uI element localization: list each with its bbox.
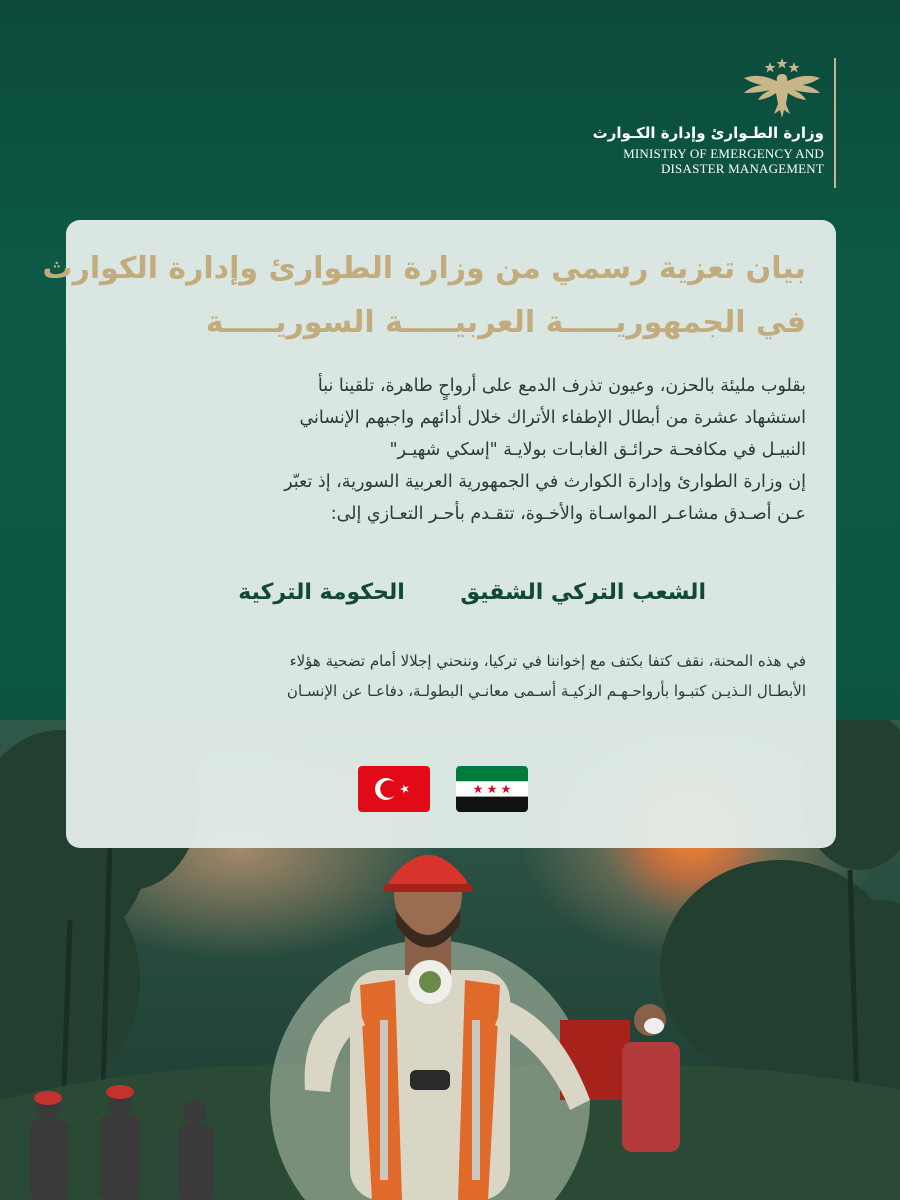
statement-title xyxy=(42,242,806,350)
statement-card xyxy=(42,220,836,848)
closing-paragraph xyxy=(94,646,806,706)
closing-line-1: في هذه المحنة، نقف كتفا بكتف مع إخواننا في تركيا، وننحني إجلالا أمام تضحية هؤلاء xyxy=(289,652,806,670)
closing-line-2: الأبطـال الـذيـن كتبـوا بأرواحـهـم الزكيـة أسـمى معانـي البطولـة، دفاعـا عن الإنسـان xyxy=(286,682,806,700)
logo-divider xyxy=(834,58,836,188)
ministry-logo xyxy=(592,58,836,188)
turkey-flag-icon xyxy=(358,766,430,812)
paragraph-line-3: النبيـل في مكافحـة حرائـق الغابـات بولايـة "إسكي شهيـر" xyxy=(389,440,806,460)
eagle-emblem-icon xyxy=(740,58,824,120)
ministry-name-english-line2: DISASTER MANAGEMENT xyxy=(660,161,824,176)
ministry-name-arabic: وزارة الطـوارئ وإدارة الكـوارث xyxy=(592,124,824,142)
ministry-name-english-line1: MINISTRY OF EMERGENCY AND xyxy=(623,146,824,161)
title-line-2: في الجمهوريـــــة العربيـــــة السوريـــــة xyxy=(205,305,806,340)
paragraph-line-5: عـن أصـدق مشاعـر المواسـاة والأخـوة، تتقـدم بأحـر التعـازي إلى: xyxy=(330,504,806,524)
title-line-1: بيان تعزية رسمي من وزارة الطوارئ وإدارة الكوارث xyxy=(42,251,806,286)
recipient-turkish-government: الحكومة التركية xyxy=(238,580,405,605)
recipient-turkish-people: الشعب التركي الشقيق xyxy=(460,580,706,605)
condolence-recipients xyxy=(190,580,706,605)
paragraph-line-4: إن وزارة الطوارئ وإدارة الكوارث في الجمهورية العربية السورية، إذ تعبّر xyxy=(284,472,806,492)
ministry-name-english xyxy=(623,146,824,176)
paragraph-line-1: بقلوب مليئة بالحزن، وعيون تذرف الدمع على أرواحٍ طاهرة، تلقينا نبأ xyxy=(317,376,806,396)
syria-flag-icon xyxy=(456,766,528,812)
paragraph-line-2: استشهاد عشرة من أبطال الإطفاء الأتراك خلال أدائهم واجبهم الإنساني xyxy=(299,408,806,428)
statement-paragraph xyxy=(94,370,806,530)
